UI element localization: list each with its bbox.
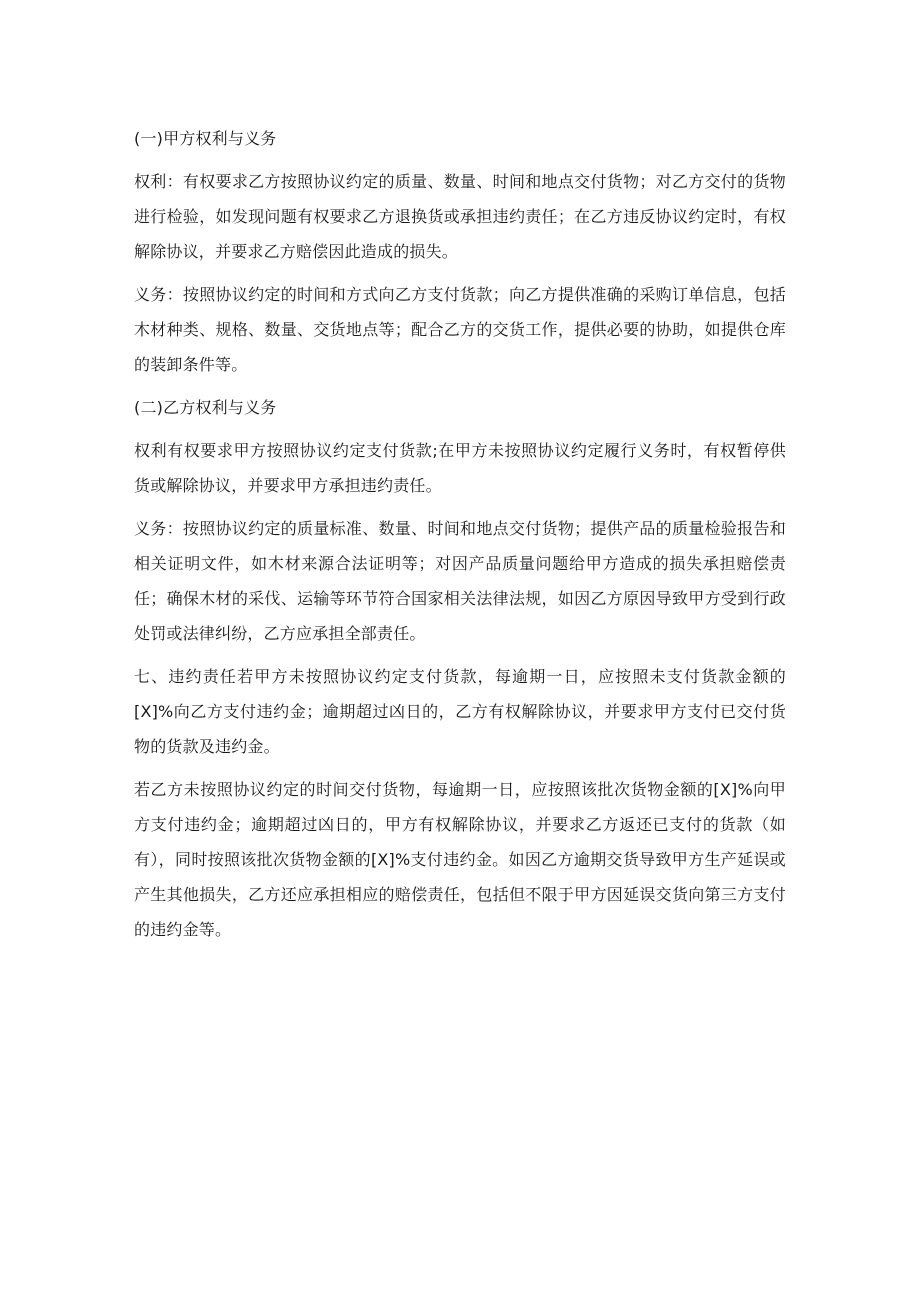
document-body	[134, 121, 786, 955]
liability-party-b: 若乙方未按照协议约定的时间交付货物，每逾期一日，应按照该批次货物金额的[X]%向甲方支付违约金；逾期超过凶日的，甲方有权解除协议，并要求乙方返还已支付的货款（如有），同时按照该批次货物金额的[X]%支付违约金。如因乙方逾期交货导致甲方生产延误或产生其他损失，乙方还应承担相应的赔偿责任，包括但不限于甲方因延误交货向第三方支付的违约金等。	[134, 780, 786, 939]
party-a-obligations: 义务：按照协议约定的时间和方式向乙方支付货款；向乙方提供准确的采购订单信息，包括木材种类、规格、数量、交货地点等；配合乙方的交货工作，提供必要的协助，如提供仓库的装卸条件等。	[134, 285, 786, 374]
liability-party-a: 七、违约责任若甲方未按照协议约定支付货款，每逾期一日，应按照未支付货款金额的[X]%向乙方支付违约金；逾期超过凶日的，乙方有权解除协议，并要求甲方支付已交付货物的货款及违约金。	[134, 667, 786, 756]
party-b-obligations: 义务：按照协议约定的质量标准、数量、时间和地点交付货物；提供产品的质量检验报告和相关证明文件，如木材来源合法证明等；对因产品质量问题给甲方造成的损失承担赔偿责任；确保木材的采伐、运输等环节符合国家相关法律法规，如因乙方原因导致甲方受到行政处罚或法律纠纷，乙方应承担全部责任。	[134, 519, 786, 643]
party-b-heading: (二)乙方权利与义务	[134, 398, 277, 417]
party-a-heading: (一)甲方权利与义务	[134, 129, 277, 148]
party-b-rights: 权利有权要求甲方按照协议约定支付货款;在甲方未按照协议约定履行义务时，有权暂停供货或解除协议，并要求甲方承担违约责任。	[134, 441, 786, 495]
party-a-rights: 权利：有权要求乙方按照协议约定的质量、数量、时间和地点交付货物；对乙方交付的货物进行检验，如发现问题有权要求乙方退换货或承担违约责任；在乙方违反协议约定时，有权解除协议，并要求乙方赔偿因此造成的损失。	[134, 172, 786, 261]
